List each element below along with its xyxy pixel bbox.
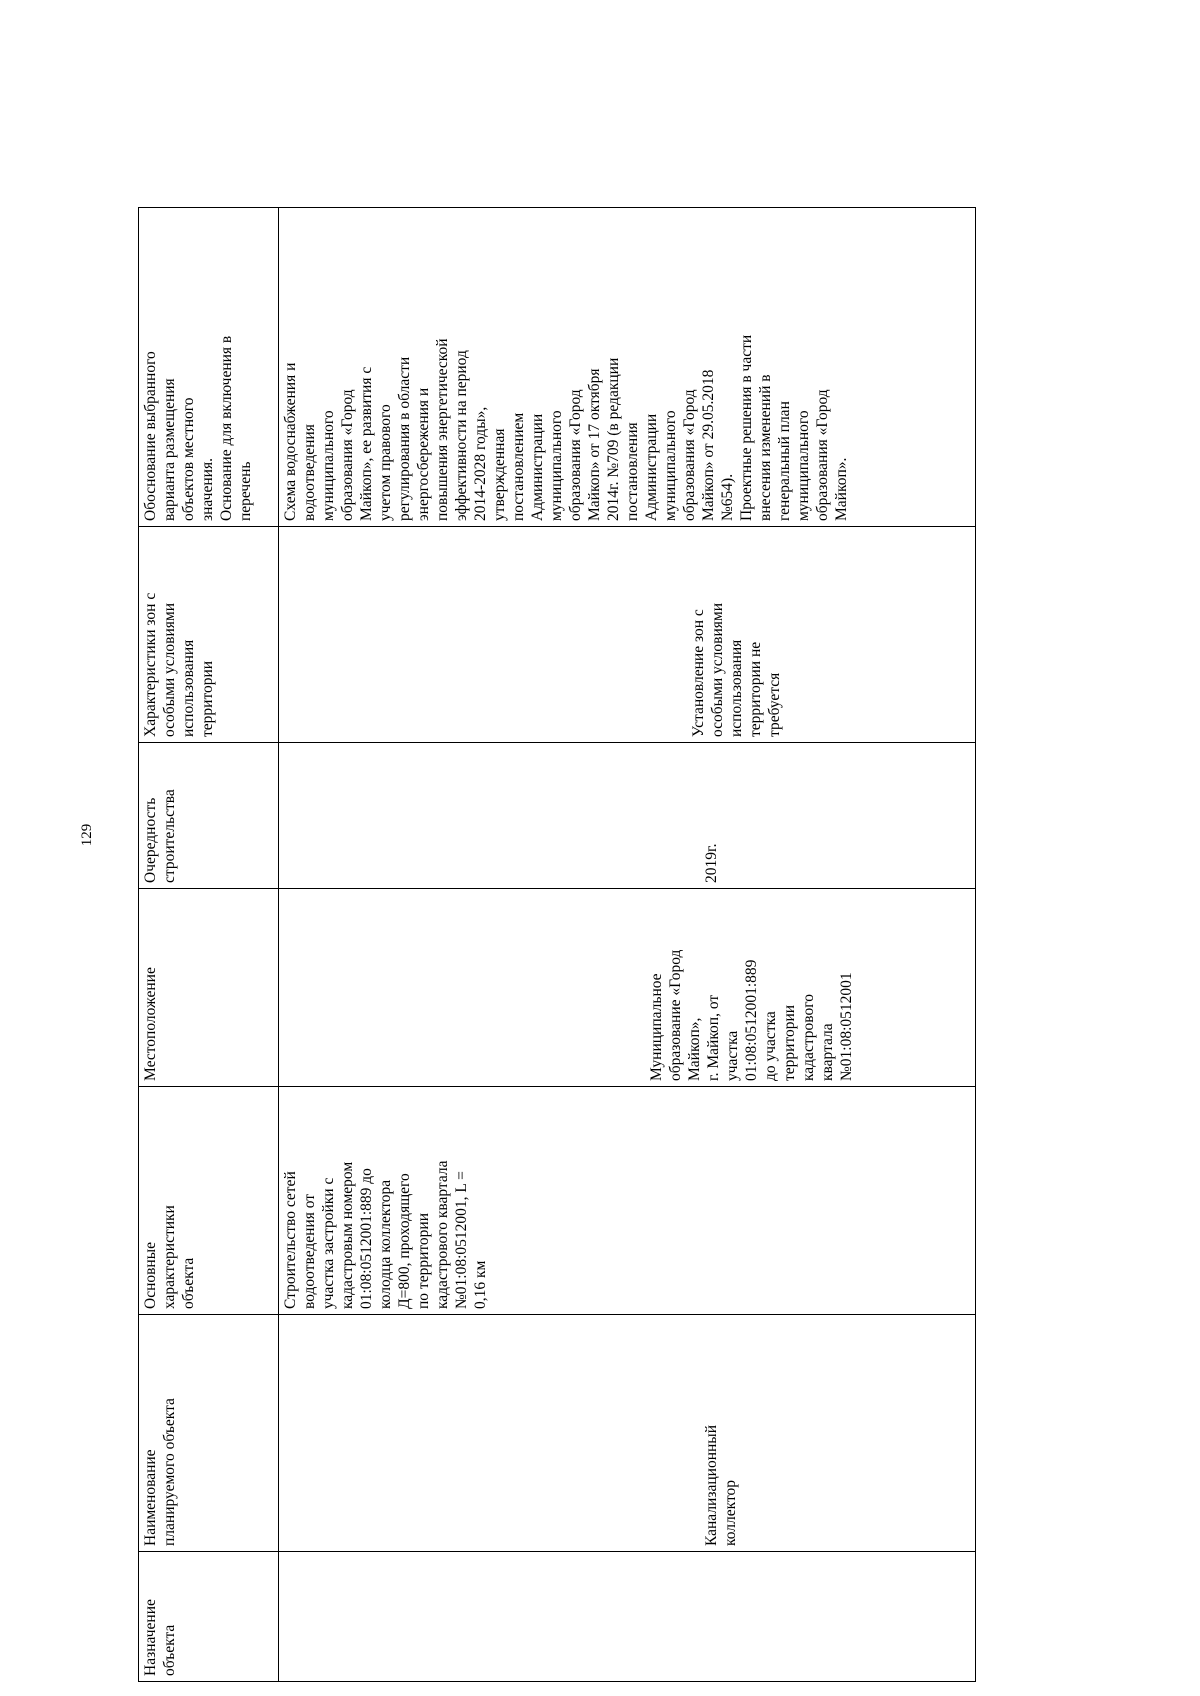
header-special-zones: Характеристики зон с особыми условиями использования территории [139, 527, 279, 743]
cell-purpose [279, 1552, 976, 1682]
header-purpose: Назначение объекта [139, 1552, 279, 1682]
cell-main-characteristics: Строительство сетей водоотведения от участка застройки с кадастровым номером 01:08:0512001:889 до колодца коллектора Д=800, проходящего по территории кадастрового квартала №01:08:0512001, L = 0,16 км [279, 1087, 976, 1315]
cell-justification: Схема водоснабжения и водоотведения муниципального образования «Город Майкоп», ее развития с учетом правового регулирования в области энергосбережения и повышения энергетической эффективности на период 2014-2028 годы», утвержденная постановлением Администрации муниципального образования «Город Майкоп» от 17 октября 2014г. №709 (в редакции постановления Администрации муниципального образования «Город Майкоп» от 29.05.2018 №654). Проектные решения в части внесения изменений в генеральный план муниципального образования «Город Майкоп». [279, 208, 976, 527]
header-justification: Обоснование выбранного варианта размещения объектов местного значения. Основание для включения в перечень [139, 208, 279, 527]
object-table-container [138, 208, 976, 1682]
cell-special-zones: Установление зон с особыми условиями использования территории не требуется [279, 527, 976, 743]
table-header-row [139, 208, 279, 1682]
header-object-name: Наименование планируемого объекта [139, 1315, 279, 1552]
table-row [279, 208, 976, 1682]
cell-location: Муниципальное образование «Город Майкоп», г. Майкоп, от участка 01:08:0512001:889 до участка территории кадастрового квартала №01:08:0512001 [279, 889, 976, 1087]
header-main-characteristics: Основные характеристики объекта [139, 1087, 279, 1315]
planned-objects-table [138, 207, 976, 1682]
header-location: Местоположение [139, 889, 279, 1087]
header-construction-order: Очередность строительства [139, 743, 279, 889]
cell-object-name: Канализационный коллектор [279, 1315, 976, 1552]
cell-construction-order: 2019г. [279, 743, 976, 889]
page-number: 129 [79, 823, 95, 847]
